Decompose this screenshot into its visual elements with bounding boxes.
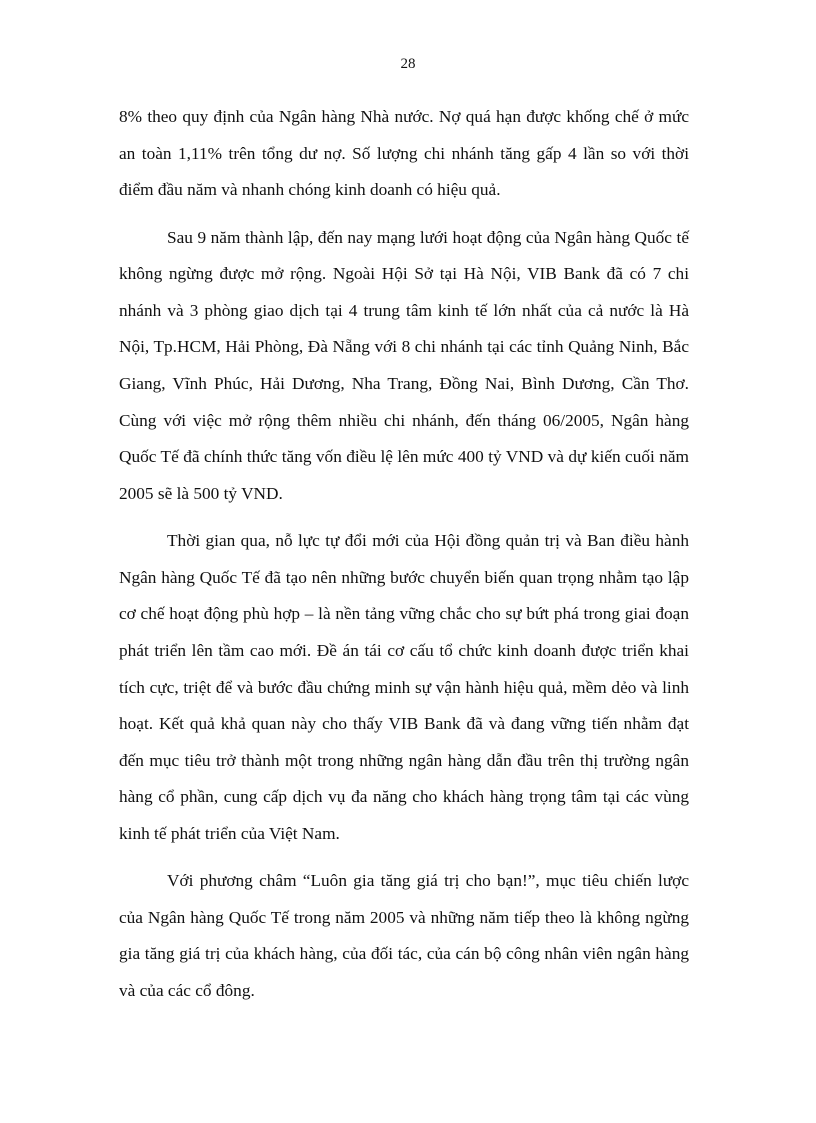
- document-body: [119, 99, 689, 1020]
- paragraph-network-expansion: Sau 9 năm thành lập, đến nay mạng lưới hoạt động của Ngân hàng Quốc tế không ngừng được mở rộng. Ngoài Hội Sở tại Hà Nội, VIB Bank đã có 7 chi nhánh và 3 phòng giao dịch tại 4 trung tâm kinh tế lớn nhất của cả nước là Hà Nội, Tp.HCM, Hải Phòng, Đà Nẵng với 8 chi nhánh tại các tỉnh Quảng Ninh, Bắc Giang, Vĩnh Phúc, Hải Dương, Nha Trang, Đồng Nai, Bình Dương, Cần Thơ. Cùng với việc mở rộng thêm nhiều chi nhánh, đến tháng 06/2005, Ngân hàng Quốc Tế đã chính thức tăng vốn điều lệ lên mức 400 tỷ VND và dự kiến cuối năm 2005 sẽ là 500 tỷ VND.: [119, 227, 689, 503]
- page-number: 28: [400, 56, 416, 72]
- paragraph-restructuring: Thời gian qua, nỗ lực tự đổi mới của Hội đồng quản trị và Ban điều hành Ngân hàng Quốc Tế đã tạo nên những bước chuyển biến quan trọng nhằm tạo lập cơ chế hoạt động phù hợp – là nền tảng vững chắc cho sự bứt phá trong giai đoạn phát triển lên tầm cao mới. Đề án tái cơ cấu tổ chức kinh doanh được triển khai tích cực, triệt để và bước đầu chứng minh sự vận hành hiệu quả, mềm dẻo và linh hoạt. Kết quả khả quan này cho thấy VIB Bank đã và đang vững tiến nhằm đạt đến mục tiêu trở thành một trong những ngân hàng dẫn đầu trên thị trường ngân hàng cổ phần, cung cấp dịch vụ đa năng cho khách hàng trọng tâm tại các vùng kinh tế phát triển của Việt Nam.: [119, 531, 689, 843]
- paragraph-strategy: Với phương châm “Luôn gia tăng giá trị cho bạn!”, mục tiêu chiến lược của Ngân hàng Quốc Tế trong năm 2005 và những năm tiếp theo là không ngừng gia tăng giá trị của khách hàng, của đối tác, của cán bộ công nhân viên ngân hàng và của các cổ đông.: [119, 871, 689, 1001]
- paragraph-continuation: 8% theo quy định của Ngân hàng Nhà nước. Nợ quá hạn được khống chế ở mức an toàn 1,11% trên tổng dư nợ. Số lượng chi nhánh tăng gấp 4 lần so với thời điểm đầu năm và nhanh chóng kinh doanh có hiệu quả.: [119, 107, 689, 200]
